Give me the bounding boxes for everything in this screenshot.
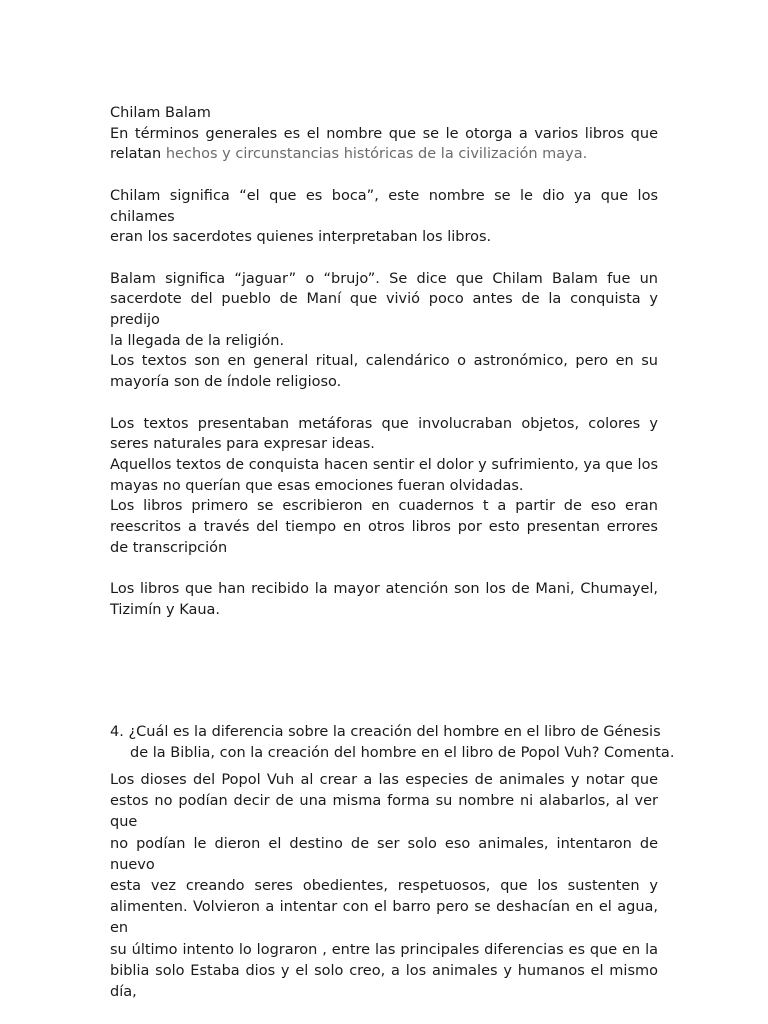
answer-line: biblia solo Estaba dios y el solo creo, a los animales y humanos el mismo día, [110, 962, 658, 1001]
paragraph-line: seres naturales para expresar ideas. [110, 436, 375, 453]
paragraph-line: reescritos a través del tiempo en otros libros por esto presentan errores [110, 519, 658, 536]
paragraph-line: mayoría son de índole religioso. [110, 374, 342, 391]
paragraph-spacer [110, 248, 658, 269]
answer-line: no podían le dieron el destino de ser solo eso animales, intentaron de nuevo [110, 835, 658, 873]
paragraph-line: Los textos son en general ritual, calendárico o astronómico, pero en su [110, 353, 658, 370]
paragraph-line: Los libros que han recibido la mayor atención son los de Mani, Chumayel, [110, 581, 658, 598]
paragraph-line: Balam significa “jaguar” o “brujo”. Se dice que Chilam Balam fue un [110, 270, 658, 287]
document-title: Chilam Balam [110, 105, 211, 121]
paragraph-line: Los libros primero se escribieron en cuadernos t a partir de eso eran [110, 498, 658, 515]
question-heading [110, 722, 675, 764]
paragraph-line: mayas no querían que esas emociones fueran olvidadas. [110, 477, 524, 494]
answer-line: alimenten. Volvieron a intentar con el barro pero se deshacían en el agua, en [110, 899, 658, 937]
paragraph-line: la llegada de la religión. [110, 332, 285, 349]
paragraph-line: de transcripción [110, 539, 228, 556]
paragraph-spacer [110, 558, 658, 579]
paragraph-line: Tizimín y Kaua. [110, 601, 221, 618]
paragraph-line: eran los sacerdotes quienes interpretaban los libros. [110, 229, 492, 246]
paragraph-text: relatan [110, 146, 162, 163]
paragraph-line: Los textos presentaban metáforas que involucraban objetos, colores y [110, 415, 658, 432]
question-line: 4. ¿Cuál es la diferencia sobre la creación del hombre en el libro de Génesis [110, 724, 661, 740]
answer-paragraph [110, 770, 658, 1003]
paragraph-line: En términos generales es el nombre que se le otorga a varios libros que [110, 125, 658, 142]
paragraph-line: sacerdote del pueblo de Maní que vivió poco antes de la conquista y predijo [110, 291, 658, 328]
paragraph-line [110, 144, 658, 165]
paragraph-line: Chilam significa “el que es boca”, este nombre se le dio ya que los chilames [110, 187, 658, 225]
question-line: de la Biblia, con la creación del hombre en el libro de Popol Vuh? Comenta. [130, 745, 675, 761]
highlighted-text: hechos y circunstancias históricas de la civilización maya. [165, 146, 588, 163]
paragraph-spacer [110, 393, 658, 414]
paragraph-line: Aquellos textos de conquista hacen sentir el dolor y sufrimiento, ya que los [110, 456, 658, 473]
answer-line: esta vez creando seres obedientes, respetuosos, que los sustenten y [110, 878, 658, 895]
answer-line: estos no podían decir de una misma forma su nombre ni alabarlos, al ver que [110, 793, 658, 831]
document-body [110, 103, 658, 621]
answer-line: Los dioses del Popol Vuh al crear a las especies de animales y notar que [110, 772, 658, 788]
answer-line: su último intento lo lograron , entre las principales diferencias es que en la [110, 941, 658, 958]
paragraph-spacer [110, 165, 658, 186]
